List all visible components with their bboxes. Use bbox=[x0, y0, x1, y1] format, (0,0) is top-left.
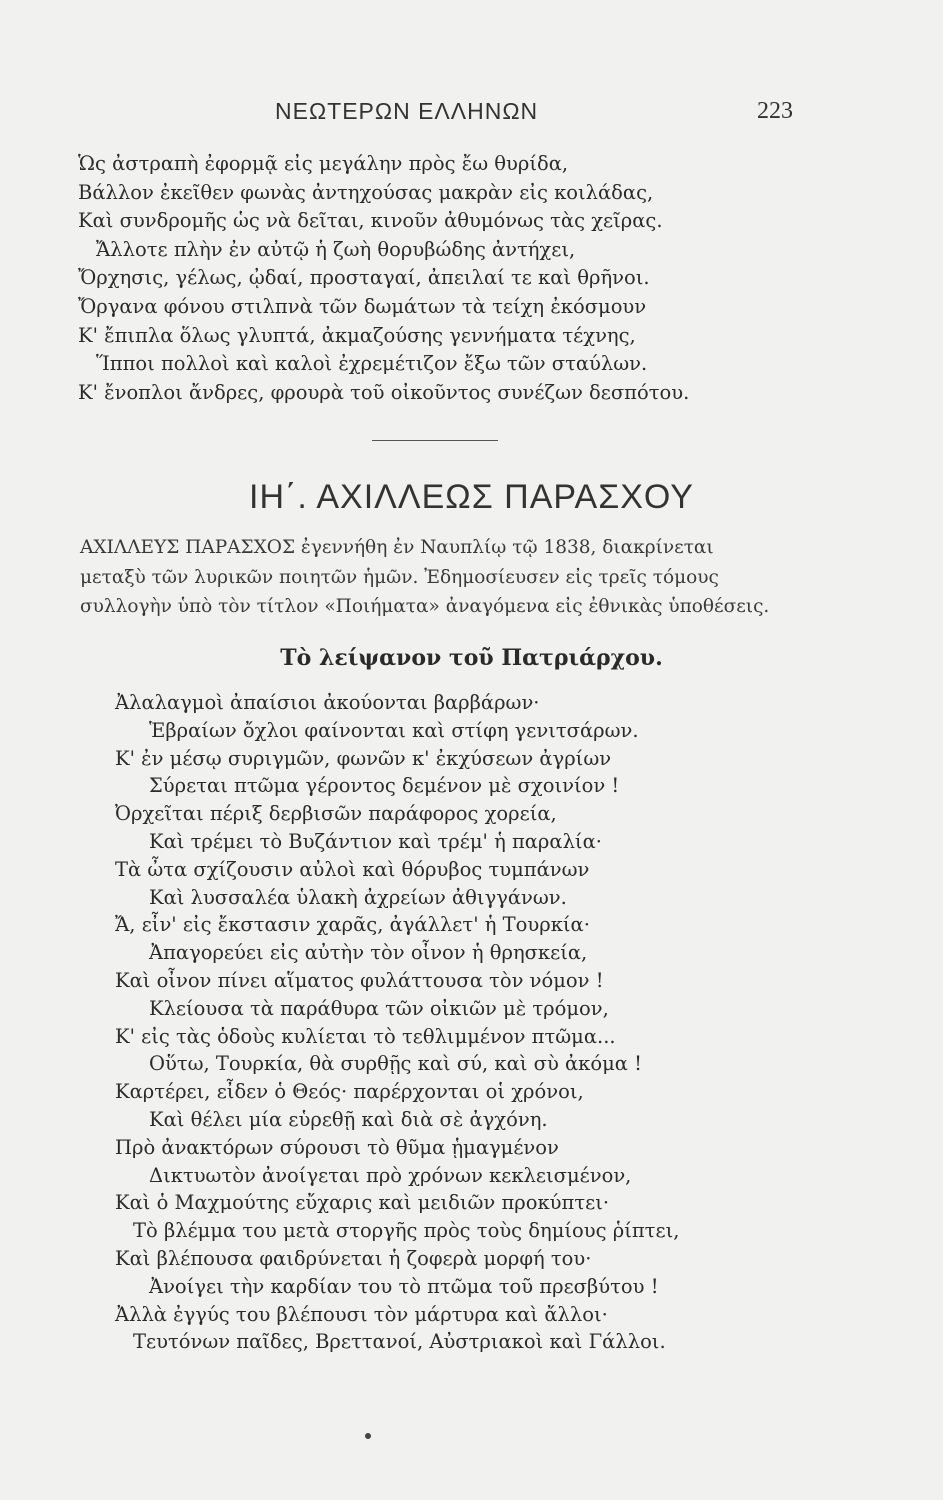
verse-line: Ἀλαλαγμοὶ ἀπαίσιοι ἀκούονται βαρβάρων· bbox=[115, 691, 540, 714]
verse-line: Δικτυωτὸν ἀνοίγεται πρὸ χρόνων κεκλεισμένον, bbox=[149, 1163, 632, 1187]
verse-line: Οὕτω, Τουρκία, θὰ συρθῇς καὶ σύ, καὶ σὺ ἀκόμα ! bbox=[149, 1052, 642, 1076]
verse-line: Τευτόνων παῖδες, Βρεττανοί, Αὐστριακοὶ καὶ Γάλλοι. bbox=[133, 1330, 666, 1354]
verse-line: Ἀπαγορεύει εἰς αὐτὴν τὸν οἶνον ἡ θρησκεία, bbox=[149, 941, 588, 965]
page-number: 223 bbox=[757, 98, 793, 124]
verse-line: Καὶ θέλει μία εὑρεθῇ καὶ διὰ σὲ ἀγχόνη. bbox=[149, 1107, 548, 1131]
verse-line: Ὄρχησις, γέλως, ᾠδαί, προσταγαί, ἀπειλαί τε καὶ θρῆνοι. bbox=[78, 266, 650, 290]
verse-line: Ἵπποι πολλοὶ καὶ καλοὶ ἐχρεμέτιζον ἔξω τῶν σταύλων. bbox=[96, 352, 648, 376]
ink-dot bbox=[365, 1433, 371, 1439]
verse-line: Κ' εἰς τὰς ὁδοὺς κυλίεται τὸ τεθλιμμένον πτῶμα... bbox=[115, 1024, 616, 1048]
verse-line: Καὶ λυσσαλέα ὑλακὴ ἀχρείων ἀθιγγάνων. bbox=[149, 885, 567, 909]
verse-line: Ἀλλὰ ἐγγύς του βλέπουσι τὸν μάρτυρα καὶ ἄλλοι· bbox=[115, 1302, 608, 1326]
section-heading: ΙΗ΄. ΑΧΙΛΛΕΩΣ ΠΑΡΑΣΧΟΥ bbox=[249, 478, 694, 516]
verse-line: Κλείουσα τὰ παράθυρα τῶν οἰκιῶν μὲ τρόμον, bbox=[149, 996, 609, 1020]
verse-line: Τὸ βλέμμα του μετὰ στοργῆς πρὸς τοὺς δημίους ῥίπτει, bbox=[133, 1219, 680, 1243]
section-divider bbox=[372, 440, 498, 441]
author-biography bbox=[80, 533, 810, 622]
verse-line: Καρτέρει, εἶδεν ὁ Θεός· παρέρχονται οἱ χρόνοι, bbox=[115, 1080, 584, 1104]
verse-line: Κ' ἔνοπλοι ἄνδρες, φρουρὰ τοῦ οἰκοῦντος συνέζων δεσπότου. bbox=[78, 380, 690, 404]
verse-line: Καὶ βλέπουσα φαιδρύνεται ἡ ζοφερὰ μορφή του· bbox=[115, 1246, 592, 1270]
verse-line: Καὶ τρέμει τὸ Βυζάντιον καὶ τρέμ' ἡ παραλία· bbox=[149, 829, 602, 853]
running-title: ΝΕΩΤΕΡΩΝ ΕΛΛΗΝΩΝ bbox=[275, 98, 539, 124]
verse-line: Ἀνοίγει τὴν καρδίαν του τὸ πτῶμα τοῦ πρεσβύτου ! bbox=[149, 1274, 659, 1298]
verse-line: Κ' ἐν μέσῳ συριγμῶν, φωνῶν κ' ἐκχύσεων ἀγρίων bbox=[115, 746, 612, 770]
verse-line: Τὰ ὦτα σχίζουσιν αὐλοὶ καὶ θόρυβος τυμπάνων bbox=[115, 857, 590, 881]
verse-line: Ἑβραίων ὄχλοι φαίνονται καὶ στίφη γενιτσάρων. bbox=[149, 718, 639, 742]
verse-line: Καὶ ὁ Μαχμούτης εὔχαρις καὶ μειδιῶν προκύπτει· bbox=[115, 1191, 610, 1215]
verse-line: Σύρεται πτῶμα γέροντος δεμένον μὲ σχοινίον ! bbox=[149, 774, 620, 798]
verse-line: Βάλλον ἐκεῖθεν φωνὰς ἀντηχούσας μακρὰν εἰς κοιλάδας, bbox=[78, 180, 654, 204]
running-head bbox=[0, 98, 943, 132]
poem-body bbox=[115, 689, 835, 1356]
verse-line: Καὶ οἶνον πίνει αἵματος φυλάττουσα τὸν νόμον ! bbox=[115, 968, 604, 992]
verse-line: Ἄλλοτε πλὴν ἐν αὐτῷ ἡ ζωὴ θορυβώδης ἀντήχει, bbox=[96, 237, 576, 261]
verse-line: Ὡς ἀστραπὴ ἐφορμᾷ εἰς μεγάλην πρὸς ἔω θυρίδα, bbox=[78, 152, 569, 175]
verse-line: Κ' ἔπιπλα ὅλως γλυπτά, ἀκμαζούσης γεννήματα τέχνης, bbox=[78, 323, 636, 347]
bio-line: μεταξὺ τῶν λυρικῶν ποιητῶν ἡμῶν. Ἐδημοσίευσεν εἰς τρεῖς τόμους bbox=[80, 566, 719, 588]
verse-line: Πρὸ ἀνακτόρων σύρουσι τὸ θῦμα ᾑμαγμένον bbox=[115, 1135, 559, 1159]
bio-line: ΑΧΙΛΛΕΥΣ ΠΑΡΑΣΧΟΣ ἐγεννήθη ἐν Ναυπλίῳ τῷ 1838, διακρίνεται bbox=[80, 537, 714, 558]
verse-line: Ὀρχεῖται πέριξ δερβισῶν παράφορος χορεία, bbox=[115, 802, 557, 826]
poem-continuation bbox=[78, 150, 798, 407]
verse-line: Ἄ, εἶν' εἰς ἔκστασιν χαρᾶς, ἀγάλλετ' ἡ Τουρκία· bbox=[115, 913, 590, 937]
verse-line: Ὄργανα φόνου στιλπνὰ τῶν δωμάτων τὰ τείχη ἐκόσμουν bbox=[78, 294, 647, 318]
bio-line: συλλογὴν ὑπὸ τὸν τίτλον «Ποιήματα» ἀναγόμενα εἰς ἐθνικὰς ὑποθέσεις. bbox=[80, 596, 770, 617]
poem-title: Τὸ λείψανον τοῦ Πατριάρχου. bbox=[280, 645, 663, 671]
verse-line: Καὶ συνδρομῆς ὡς νὰ δεῖται, κινοῦν ἀθυμόνως τὰς χεῖρας. bbox=[78, 209, 663, 233]
